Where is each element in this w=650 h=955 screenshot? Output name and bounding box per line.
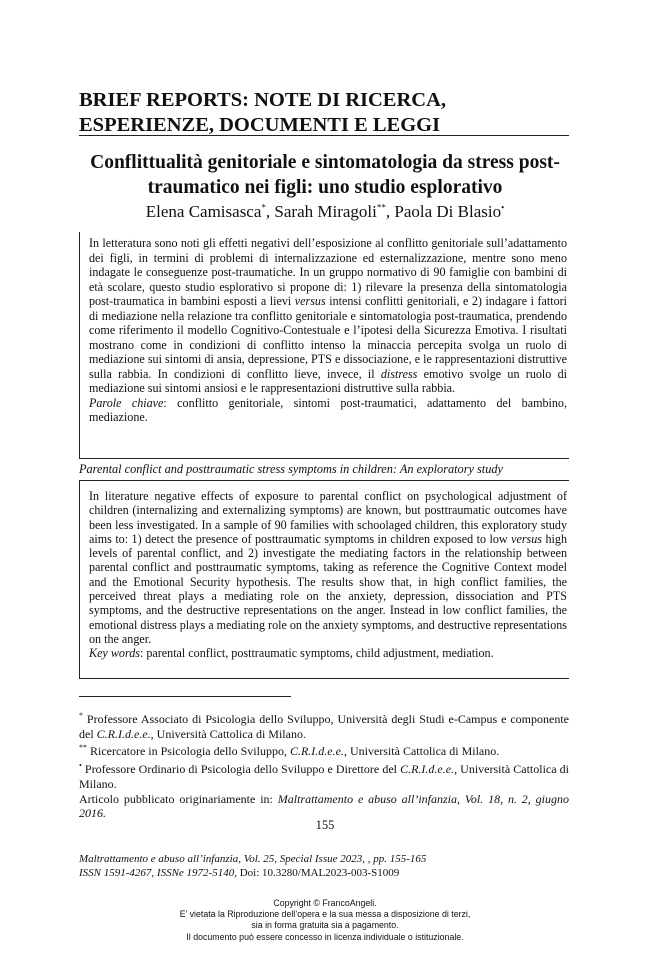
copyright-line: E’ vietata la Riproduzione dell’opera e la sua messa a disposizione di terzi, [179, 909, 471, 920]
author-name: Sarah Miragoli [274, 202, 377, 221]
english-title: Parental conflict and posttraumatic stress symptoms in children: An exploratory study [79, 462, 503, 476]
abstract-english [89, 489, 567, 661]
abstract-text: In literature negative effects of exposure to parental conflict on psychological adjustment of children (internalizing and externalizing symptoms) are known, but posttraumatic outcomes have been less investigated. In a sample of 90 families with schoolaged children, this exploratory study aims to: 1) detect the presence of posttraumatic symptoms in children exposed to low [89, 489, 567, 546]
footnote-mark: • [79, 761, 82, 771]
abstract-text: high levels of parental conflict, and 2) investigate the mediating factors in the relationship between parental conflict and posttraumatic symptoms, taking as reference the Cognitive Context model and the Emotional Security hypothesis. The results show that, in high conflict families, the perceived threat plays a mediating role on the anxiety, depression, dissociation and PTS symptoms, and the destructive representations on the anger. Instead in low conflict families, the emotional distress plays a mediating role on the anxiety symptoms, and destructive representations on the anger. [89, 531, 568, 646]
abstract-en-paragraph [89, 489, 567, 646]
footnote-mark: ** [79, 743, 87, 753]
abstract-it-left-rule [79, 232, 80, 458]
footnote-emphasis: C.R.I.d.e.e. [96, 726, 151, 741]
author-name: Paola Di Blasio [394, 202, 502, 221]
journal-citation [79, 853, 569, 867]
abstract-en-bottom-rule [79, 678, 569, 679]
abstract-text: In letteratura sono noti gli effetti negativi dell’esposizione al conflitto genitoriale sull’adattamento dei figli, in termini di problemi di internalizzazione ed esternalizzazione, mentre sono meno indagate le conseguenze post-traumatiche. In un gruppo normativo di 90 famiglie con bambini di età scolare, questo studio esplorativo si propone di: 1) rilevare la presenza della sintomatologia post-traumatica in bambini esposti a lievi [89, 236, 567, 308]
section-rule [79, 135, 569, 136]
journal-citation-text: Maltrattamento e abuso all’infanzia, Vol. 25, Special Issue 2023, , pp. 155-165 [79, 853, 427, 865]
author-footnote-mark: ** [376, 202, 386, 213]
footnote-text: Professore Associato di Psicologia dello Sviluppo, Università degli Studi e-Campus e componente del [79, 712, 569, 741]
keywords-label: Key words [89, 646, 140, 661]
footnote [79, 759, 569, 791]
keywords-text: : parental conflict, posttraumatic symptoms, child adjustment, mediation. [139, 646, 494, 661]
keywords-text: : conflitto genitoriale, sintomi post-traumatici, adattamento del bambino, mediazione. [89, 395, 567, 424]
footnote [79, 709, 569, 741]
page-number: 155 [315, 818, 335, 832]
article-title: Conflittualità genitoriale e sintomatologia da stress post-traumatico nei figli: uno studio esplorativo [90, 152, 560, 198]
abstract-en-top-rule [79, 480, 569, 481]
copyright-line: Copyright © FrancoAngeli. [273, 898, 377, 908]
footnote [79, 741, 569, 759]
section-title: BRIEF REPORTS: NOTE DI RICERCA, ESPERIENZE, DOCUMENTI E LEGGI [79, 89, 446, 136]
copyright-line: sia in forma gratuita sia a pagamento. [251, 920, 399, 931]
journal-doi: Doi: 10.3280/MAL2023-003-S1009 [236, 866, 400, 879]
footnote-text: Articolo pubblicato originariamente in: [79, 791, 278, 806]
authors-line [80, 202, 570, 222]
author-footnote-mark: * [261, 202, 266, 213]
author-footnote-mark: • [501, 202, 505, 213]
abstract-en-keywords [89, 646, 567, 660]
footnote-text: Ricercatore in Psicologia dello Sviluppo, [87, 744, 290, 759]
abstract-it-bottom-rule [79, 458, 569, 459]
abstract-emphasis: distress [380, 366, 418, 381]
journal-issn-doi [79, 867, 569, 881]
footnote-text: Professore Ordinario di Psicologia dello Sviluppo e Direttore del [81, 762, 401, 777]
author-separator: , [265, 202, 275, 221]
keywords-label: Parole chiave [89, 395, 164, 410]
journal-info [79, 853, 569, 880]
footnote-rule [79, 696, 291, 697]
footnote-text: , Università Cattolica di Milano. [150, 726, 306, 741]
footnote-text: , Università Cattolica di Milano. [343, 744, 500, 759]
abstract-emphasis: versus [511, 531, 543, 546]
footnote-emphasis: Maltrattamento e abuso all’infanzia, Vol. 18, n. 2, giugno 2016. [79, 791, 570, 821]
footnote [79, 792, 569, 821]
footnote-mark: * [79, 711, 83, 720]
author-name: Elena Camisasca [145, 202, 262, 221]
footnote-emphasis: C.R.I.d.e.e. [289, 744, 344, 759]
abstract-italian [89, 236, 567, 425]
copyright-line: Il documento può essere concesso in licenza individuale o istituzionale. [186, 931, 464, 942]
abstract-en-left-rule [79, 480, 80, 678]
footnote-emphasis: C.R.I.d.e.e. [400, 762, 455, 777]
abstract-emphasis: versus [294, 294, 326, 308]
copyright-notice [80, 898, 570, 943]
abstract-it-keywords [89, 396, 567, 425]
journal-issn: ISSN 1591-4267, ISSNe 1972-5140, [79, 866, 237, 879]
abstract-text: emotivo svolge un ruolo di mediazione sui sintomi ansiosi e le rappresentazioni distruttive sulla rabbia. [89, 366, 567, 395]
footnote-text: , Università Cattolica di Milano. [79, 762, 569, 791]
author-separator: , [385, 202, 395, 221]
footnotes [79, 709, 569, 821]
abstract-it-paragraph [89, 236, 567, 396]
abstract-text: intensi conflitti genitoriali, e 2) indagare i fattori di mediazione nella relazione tra conflitto genitoriale e sintomatologia post-traumatica, prendendo come riferimento il modello Cognitivo-Contestuale e l’ipotesi della Sicurezza Emotiva. I risultati mostrano come in condizioni di conflitto intenso la minaccia percepita svolga un ruolo di mediazione sui sintomi di ansia, depressione, PTS e dissociazione, e le rappresentazioni distruttive sulla rabbia. In condizioni di conflitto lieve, invece, il [89, 294, 567, 381]
